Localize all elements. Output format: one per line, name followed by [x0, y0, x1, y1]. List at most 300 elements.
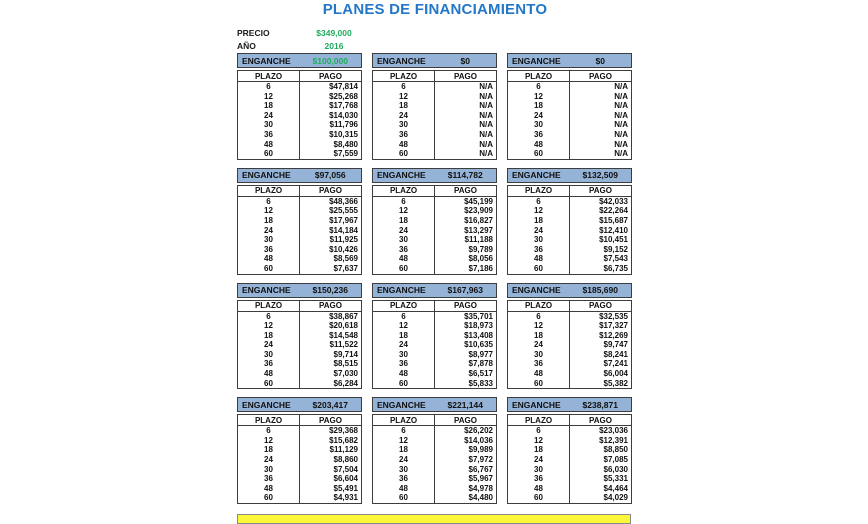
payment-table	[372, 185, 497, 275]
pago-cell[interactable]: $22,264	[599, 206, 628, 216]
plazo-cell[interactable]: 24	[373, 226, 435, 236]
payment-table	[237, 70, 362, 160]
pago-cell[interactable]: $9,714	[333, 349, 358, 359]
pago-cell[interactable]: N/A	[479, 149, 493, 159]
plazo-cell[interactable]: 18	[238, 101, 300, 111]
enganche-header[interactable]	[237, 397, 362, 412]
plazo-cell[interactable]: 30	[373, 350, 435, 360]
pago-cell[interactable]: $8,480	[333, 139, 358, 149]
plazo-cell[interactable]: 30	[373, 465, 435, 475]
pago-cell[interactable]: N/A	[614, 91, 628, 101]
payment-row	[238, 321, 362, 331]
plazo-cell[interactable]: 30	[238, 235, 300, 245]
payment-table	[372, 70, 497, 160]
plazo-cell[interactable]: 36	[508, 245, 570, 255]
payment-row	[238, 206, 362, 216]
pago-cell[interactable]: $48,366	[329, 196, 358, 206]
pago-cell[interactable]: N/A	[479, 91, 493, 101]
plazo-cell[interactable]: 12	[508, 436, 570, 446]
pago-cell[interactable]: $8,056	[468, 254, 493, 264]
pago-cell[interactable]: $6,284	[333, 378, 358, 388]
pago-cell[interactable]: $38,867	[329, 311, 358, 321]
payment-row	[373, 379, 497, 389]
payment-row	[508, 321, 632, 331]
plazo-cell[interactable]: 36	[373, 359, 435, 369]
pago-column-header: PAGO	[435, 71, 497, 82]
plazo-cell[interactable]: 24	[238, 226, 300, 236]
payment-table-header-row	[373, 71, 497, 82]
pago-cell[interactable]: $12,410	[599, 225, 628, 235]
plazo-cell[interactable]: 48	[373, 254, 435, 264]
plazo-cell[interactable]: 18	[508, 331, 570, 341]
pago-cell[interactable]: $10,635	[464, 340, 493, 350]
plazo-cell[interactable]: 18	[238, 445, 300, 455]
pago-cell[interactable]: $25,555	[329, 206, 358, 216]
payment-row	[373, 369, 497, 379]
enganche-value: $114,782	[447, 170, 483, 181]
payment-row	[373, 350, 497, 360]
plan-card	[507, 397, 632, 504]
payment-row	[508, 149, 632, 159]
plazo-cell[interactable]: 6	[373, 311, 435, 321]
pago-cell[interactable]: N/A	[479, 120, 493, 130]
plazo-cell[interactable]: 30	[373, 120, 435, 130]
plazo-cell[interactable]: 36	[373, 130, 435, 140]
enganche-header[interactable]	[507, 283, 632, 298]
pago-cell[interactable]: N/A	[479, 129, 493, 139]
pago-cell[interactable]: $5,967	[468, 474, 493, 484]
plazo-cell[interactable]: 12	[373, 92, 435, 102]
plazo-cell[interactable]: 24	[508, 340, 570, 350]
pago-cell[interactable]: $16,827	[464, 215, 493, 225]
pago-cell[interactable]: N/A	[614, 139, 628, 149]
plazo-cell[interactable]: 48	[508, 369, 570, 379]
enganche-header[interactable]	[507, 53, 632, 68]
plazo-cell[interactable]: 60	[373, 149, 435, 159]
pago-cell[interactable]: $12,391	[599, 435, 628, 445]
payment-row	[508, 254, 632, 264]
plazo-cell[interactable]: 18	[238, 216, 300, 226]
pago-cell[interactable]: $47,814	[329, 82, 358, 91]
payment-row	[508, 226, 632, 236]
payment-table-header-row	[238, 185, 362, 196]
payment-row	[373, 340, 497, 350]
payment-table-header-row	[238, 415, 362, 426]
plazo-cell[interactable]: 24	[238, 340, 300, 350]
plazo-cell[interactable]: 36	[238, 359, 300, 369]
pago-cell[interactable]: $23,909	[464, 206, 493, 216]
enganche-value: $0	[460, 55, 470, 66]
plazo-cell[interactable]: 24	[238, 455, 300, 465]
plazo-cell[interactable]: 30	[238, 465, 300, 475]
plazo-cell[interactable]: 48	[238, 254, 300, 264]
payment-row	[508, 331, 632, 341]
pago-cell[interactable]: $17,967	[329, 215, 358, 225]
pago-cell[interactable]: $11,129	[329, 445, 358, 455]
enganche-label: ENGANCHE	[242, 55, 291, 66]
payment-row	[373, 474, 497, 484]
pago-cell[interactable]: $6,517	[468, 369, 493, 379]
payment-table	[237, 300, 362, 390]
pago-cell[interactable]: $14,036	[464, 435, 493, 445]
plazo-cell[interactable]: 18	[508, 216, 570, 226]
payment-row	[373, 92, 497, 102]
pago-cell[interactable]: $26,202	[464, 426, 493, 436]
plazo-cell[interactable]: 18	[508, 445, 570, 455]
pago-cell[interactable]: $29,368	[329, 426, 358, 436]
payment-row	[373, 436, 497, 446]
plazo-cell[interactable]: 60	[508, 493, 570, 503]
plazo-cell[interactable]: 6	[508, 311, 570, 321]
pago-cell[interactable]: $4,464	[603, 483, 628, 493]
pago-cell[interactable]: $45,199	[464, 196, 493, 206]
precio-label: PRECIO	[237, 27, 270, 38]
pago-cell[interactable]: $8,569	[333, 254, 358, 264]
enganche-header[interactable]	[507, 168, 632, 183]
payment-row	[508, 101, 632, 111]
pago-cell[interactable]: $17,327	[599, 321, 628, 331]
payment-row	[373, 196, 497, 206]
plazo-cell[interactable]: 24	[508, 455, 570, 465]
pago-cell[interactable]: $7,504	[333, 464, 358, 474]
payment-row	[508, 92, 632, 102]
payment-row	[373, 311, 497, 321]
plazo-cell[interactable]: 36	[373, 245, 435, 255]
pago-cell[interactable]: $11,188	[464, 235, 493, 245]
pago-cell[interactable]: $6,030	[603, 464, 628, 474]
pago-cell[interactable]: $6,735	[603, 263, 628, 273]
payment-row	[238, 465, 362, 475]
plazo-cell[interactable]: 12	[508, 206, 570, 216]
enganche-value: $185,690	[582, 285, 618, 295]
pago-cell[interactable]: $5,833	[468, 378, 493, 388]
payment-row	[238, 216, 362, 226]
anio-row	[237, 39, 633, 52]
plazo-cell[interactable]: 6	[373, 196, 435, 206]
pago-cell[interactable]: N/A	[614, 129, 628, 139]
plazo-cell[interactable]: 12	[238, 206, 300, 216]
plazo-column-header: PLAZO	[373, 185, 435, 196]
plazo-cell[interactable]: 12	[238, 321, 300, 331]
payment-table	[507, 300, 632, 390]
enganche-header[interactable]	[372, 168, 497, 183]
financing-sheet	[237, 0, 633, 504]
plazo-cell[interactable]: 18	[238, 331, 300, 341]
pago-column-header: PAGO	[300, 71, 362, 82]
anio-value[interactable]: 2016	[324, 40, 344, 51]
payment-row	[508, 206, 632, 216]
pago-cell[interactable]: $7,559	[333, 149, 358, 159]
payment-table	[507, 185, 632, 275]
pago-cell[interactable]: $10,451	[599, 235, 628, 245]
pago-cell[interactable]: $18,973	[464, 321, 493, 331]
plazo-cell[interactable]: 12	[373, 321, 435, 331]
pago-cell[interactable]: $8,977	[468, 349, 493, 359]
pago-cell[interactable]: N/A	[479, 101, 493, 111]
plan-card	[372, 168, 497, 275]
pago-cell[interactable]: $20,618	[329, 321, 358, 331]
payment-row	[508, 474, 632, 484]
pago-cell[interactable]: $35,701	[464, 311, 493, 321]
plazo-cell[interactable]: 30	[508, 465, 570, 475]
pago-cell[interactable]: N/A	[614, 82, 628, 91]
pago-cell[interactable]: $5,331	[603, 474, 628, 484]
pago-cell[interactable]: $6,604	[333, 474, 358, 484]
plazo-column-header: PLAZO	[373, 415, 435, 426]
plazo-cell[interactable]: 24	[238, 111, 300, 121]
plazo-cell[interactable]: 30	[238, 120, 300, 130]
plazo-cell[interactable]: 30	[238, 350, 300, 360]
plazo-cell[interactable]: 18	[373, 216, 435, 226]
plazo-cell[interactable]: 24	[373, 340, 435, 350]
pago-cell[interactable]: $10,315	[329, 129, 358, 139]
payment-row	[373, 465, 497, 475]
pago-cell[interactable]: $17,768	[329, 101, 358, 111]
pago-cell[interactable]: $8,850	[603, 445, 628, 455]
plazo-cell[interactable]: 60	[373, 264, 435, 274]
pago-cell[interactable]: $6,767	[468, 464, 493, 474]
pago-cell[interactable]: $12,269	[599, 330, 628, 340]
plazo-cell[interactable]: 18	[373, 331, 435, 341]
enganche-header[interactable]	[372, 53, 497, 68]
payment-row	[508, 264, 632, 274]
payment-row	[373, 111, 497, 121]
plazo-cell[interactable]: 6	[238, 82, 300, 92]
plazo-cell[interactable]: 12	[373, 206, 435, 216]
payment-table	[372, 414, 497, 504]
payment-row	[238, 493, 362, 503]
plazo-cell[interactable]: 48	[508, 140, 570, 150]
enganche-header[interactable]	[237, 168, 362, 183]
pago-cell[interactable]: $5,491	[333, 483, 358, 493]
plazo-cell[interactable]: 24	[508, 226, 570, 236]
plazo-cell[interactable]: 36	[238, 130, 300, 140]
payment-row	[508, 455, 632, 465]
payment-row	[508, 359, 632, 369]
pago-cell[interactable]: $9,747	[603, 340, 628, 350]
plazo-cell[interactable]: 12	[238, 92, 300, 102]
plazo-cell[interactable]: 12	[508, 321, 570, 331]
pago-cell[interactable]: $8,860	[333, 455, 358, 465]
payment-row	[373, 216, 497, 226]
pago-cell[interactable]: $11,522	[329, 340, 358, 350]
pago-cell[interactable]: $25,268	[329, 91, 358, 101]
plazo-cell[interactable]: 18	[508, 101, 570, 111]
payment-table	[507, 70, 632, 160]
plazo-cell[interactable]: 60	[238, 264, 300, 274]
plazo-cell[interactable]: 6	[508, 426, 570, 436]
plazo-cell[interactable]: 18	[373, 445, 435, 455]
plazo-cell[interactable]: 36	[508, 359, 570, 369]
pago-cell[interactable]: $4,029	[603, 493, 628, 503]
plan-card	[237, 283, 362, 390]
pago-cell[interactable]: $9,152	[603, 244, 628, 254]
pago-cell[interactable]: $4,931	[333, 493, 358, 503]
payment-row	[238, 130, 362, 140]
plan-card	[237, 397, 362, 504]
plazo-cell[interactable]: 48	[508, 484, 570, 494]
plazo-cell[interactable]: 6	[373, 426, 435, 436]
enganche-label: ENGANCHE	[377, 399, 426, 410]
payment-row	[373, 235, 497, 245]
plazo-cell[interactable]: 12	[238, 436, 300, 446]
plazo-cell[interactable]: 36	[508, 474, 570, 484]
plazo-cell[interactable]: 36	[238, 474, 300, 484]
pago-cell[interactable]: $7,543	[603, 254, 628, 264]
pago-cell[interactable]: $7,085	[603, 455, 628, 465]
pago-cell[interactable]: $6,004	[603, 369, 628, 379]
pago-cell[interactable]: $4,480	[468, 493, 493, 503]
plazo-cell[interactable]: 12	[373, 436, 435, 446]
pago-cell[interactable]: $9,989	[468, 445, 493, 455]
enganche-header[interactable]	[372, 397, 497, 412]
plazo-column-header: PLAZO	[238, 71, 300, 82]
payment-table-header-row	[508, 300, 632, 311]
pago-cell[interactable]: $7,878	[468, 359, 493, 369]
enganche-header[interactable]	[237, 53, 362, 68]
pago-cell[interactable]: N/A	[479, 139, 493, 149]
pago-cell[interactable]: $7,972	[468, 455, 493, 465]
pago-cell[interactable]: $8,241	[603, 349, 628, 359]
payment-row	[238, 82, 362, 92]
plazo-column-header: PLAZO	[373, 300, 435, 311]
pago-cell[interactable]: $11,796	[329, 120, 358, 130]
plazo-cell[interactable]: 60	[508, 379, 570, 389]
plazo-cell[interactable]: 6	[238, 311, 300, 321]
plazo-cell[interactable]: 48	[373, 140, 435, 150]
payment-table	[237, 414, 362, 504]
pago-cell[interactable]: $8,515	[333, 359, 358, 369]
plazo-cell[interactable]: 30	[508, 350, 570, 360]
plazo-cell[interactable]: 6	[508, 196, 570, 206]
pago-cell[interactable]: N/A	[479, 110, 493, 120]
plazo-cell[interactable]: 24	[373, 111, 435, 121]
payment-table-header-row	[508, 71, 632, 82]
payment-row	[508, 82, 632, 92]
plazo-column-header: PLAZO	[508, 415, 570, 426]
plazo-cell[interactable]: 48	[508, 254, 570, 264]
pago-cell[interactable]: $9,789	[468, 244, 493, 254]
plazo-cell[interactable]: 30	[373, 235, 435, 245]
pago-cell[interactable]: $14,548	[329, 330, 358, 340]
plazo-cell[interactable]: 60	[373, 379, 435, 389]
pago-cell[interactable]: N/A	[614, 120, 628, 130]
plazo-cell[interactable]: 6	[508, 82, 570, 92]
pago-cell[interactable]: N/A	[614, 149, 628, 159]
payment-row	[238, 111, 362, 121]
plan-card	[372, 283, 497, 390]
payment-row	[373, 321, 497, 331]
pago-column-header: PAGO	[435, 185, 497, 196]
payment-row	[508, 445, 632, 455]
payment-row	[238, 426, 362, 436]
pago-cell[interactable]: $4,978	[468, 483, 493, 493]
pago-cell[interactable]: $42,033	[599, 196, 628, 206]
pago-cell[interactable]: $23,036	[599, 426, 628, 436]
enganche-label: ENGANCHE	[242, 170, 291, 181]
plazo-cell[interactable]: 60	[373, 493, 435, 503]
pago-cell[interactable]: N/A	[614, 110, 628, 120]
pago-cell[interactable]: $13,408	[464, 330, 493, 340]
enganche-header[interactable]	[372, 283, 497, 298]
plazo-cell[interactable]: 48	[373, 484, 435, 494]
plan-card	[507, 53, 632, 160]
plazo-cell[interactable]: 60	[238, 379, 300, 389]
plazo-cell[interactable]: 36	[238, 245, 300, 255]
payment-table-header-row	[373, 415, 497, 426]
payment-row	[238, 369, 362, 379]
plazo-cell[interactable]: 24	[508, 111, 570, 121]
plazo-cell[interactable]: 30	[508, 235, 570, 245]
payment-row	[238, 101, 362, 111]
plazo-cell[interactable]: 12	[508, 92, 570, 102]
pago-column-header: PAGO	[570, 415, 632, 426]
pago-column-header: PAGO	[300, 300, 362, 311]
plazo-cell[interactable]: 36	[373, 474, 435, 484]
pago-column-header: PAGO	[300, 415, 362, 426]
enganche-label: ENGANCHE	[512, 55, 561, 66]
pago-cell[interactable]: $32,535	[599, 311, 628, 321]
precio-value[interactable]: $349,000	[316, 27, 352, 38]
plazo-cell[interactable]: 18	[373, 101, 435, 111]
pago-cell[interactable]: N/A	[479, 82, 493, 91]
pago-cell[interactable]: $14,184	[329, 225, 358, 235]
plazo-cell[interactable]: 24	[373, 455, 435, 465]
pago-cell[interactable]: $10,426	[329, 244, 358, 254]
pago-cell[interactable]: $7,637	[333, 263, 358, 273]
payment-row	[238, 455, 362, 465]
pago-cell[interactable]: $7,186	[468, 263, 493, 273]
enganche-header[interactable]	[237, 283, 362, 298]
payment-row	[508, 340, 632, 350]
pago-cell[interactable]: $5,382	[603, 378, 628, 388]
payment-row	[508, 120, 632, 130]
pago-cell[interactable]: $15,687	[599, 215, 628, 225]
plazo-cell[interactable]: 48	[238, 369, 300, 379]
pago-cell[interactable]: $11,925	[329, 235, 358, 245]
plazo-cell[interactable]: 6	[373, 82, 435, 92]
enganche-header[interactable]	[507, 397, 632, 412]
plazo-cell[interactable]: 48	[238, 140, 300, 150]
pago-column-header: PAGO	[570, 185, 632, 196]
plazo-cell[interactable]: 6	[238, 426, 300, 436]
plazo-cell[interactable]: 60	[508, 264, 570, 274]
plazo-cell[interactable]: 60	[508, 149, 570, 159]
payment-row	[238, 474, 362, 484]
pago-cell[interactable]: N/A	[614, 101, 628, 111]
payment-row	[238, 340, 362, 350]
plazo-cell[interactable]: 6	[238, 196, 300, 206]
pago-column-header: PAGO	[435, 415, 497, 426]
payment-row	[238, 196, 362, 206]
payment-row	[373, 493, 497, 503]
plazo-cell[interactable]: 60	[238, 149, 300, 159]
pago-cell[interactable]: $7,030	[333, 369, 358, 379]
plazo-column-header: PLAZO	[238, 185, 300, 196]
pago-cell[interactable]: $14,030	[329, 110, 358, 120]
payment-row	[373, 101, 497, 111]
payment-row	[238, 264, 362, 274]
plazo-cell[interactable]: 30	[508, 120, 570, 130]
plazo-cell[interactable]: 60	[238, 493, 300, 503]
payment-row	[238, 254, 362, 264]
plazo-cell[interactable]: 48	[373, 369, 435, 379]
pago-cell[interactable]: $7,241	[603, 359, 628, 369]
plazo-cell[interactable]: 36	[508, 130, 570, 140]
pago-cell[interactable]: $13,297	[464, 225, 493, 235]
pago-cell[interactable]: $15,682	[329, 435, 358, 445]
plazo-cell[interactable]: 48	[238, 484, 300, 494]
